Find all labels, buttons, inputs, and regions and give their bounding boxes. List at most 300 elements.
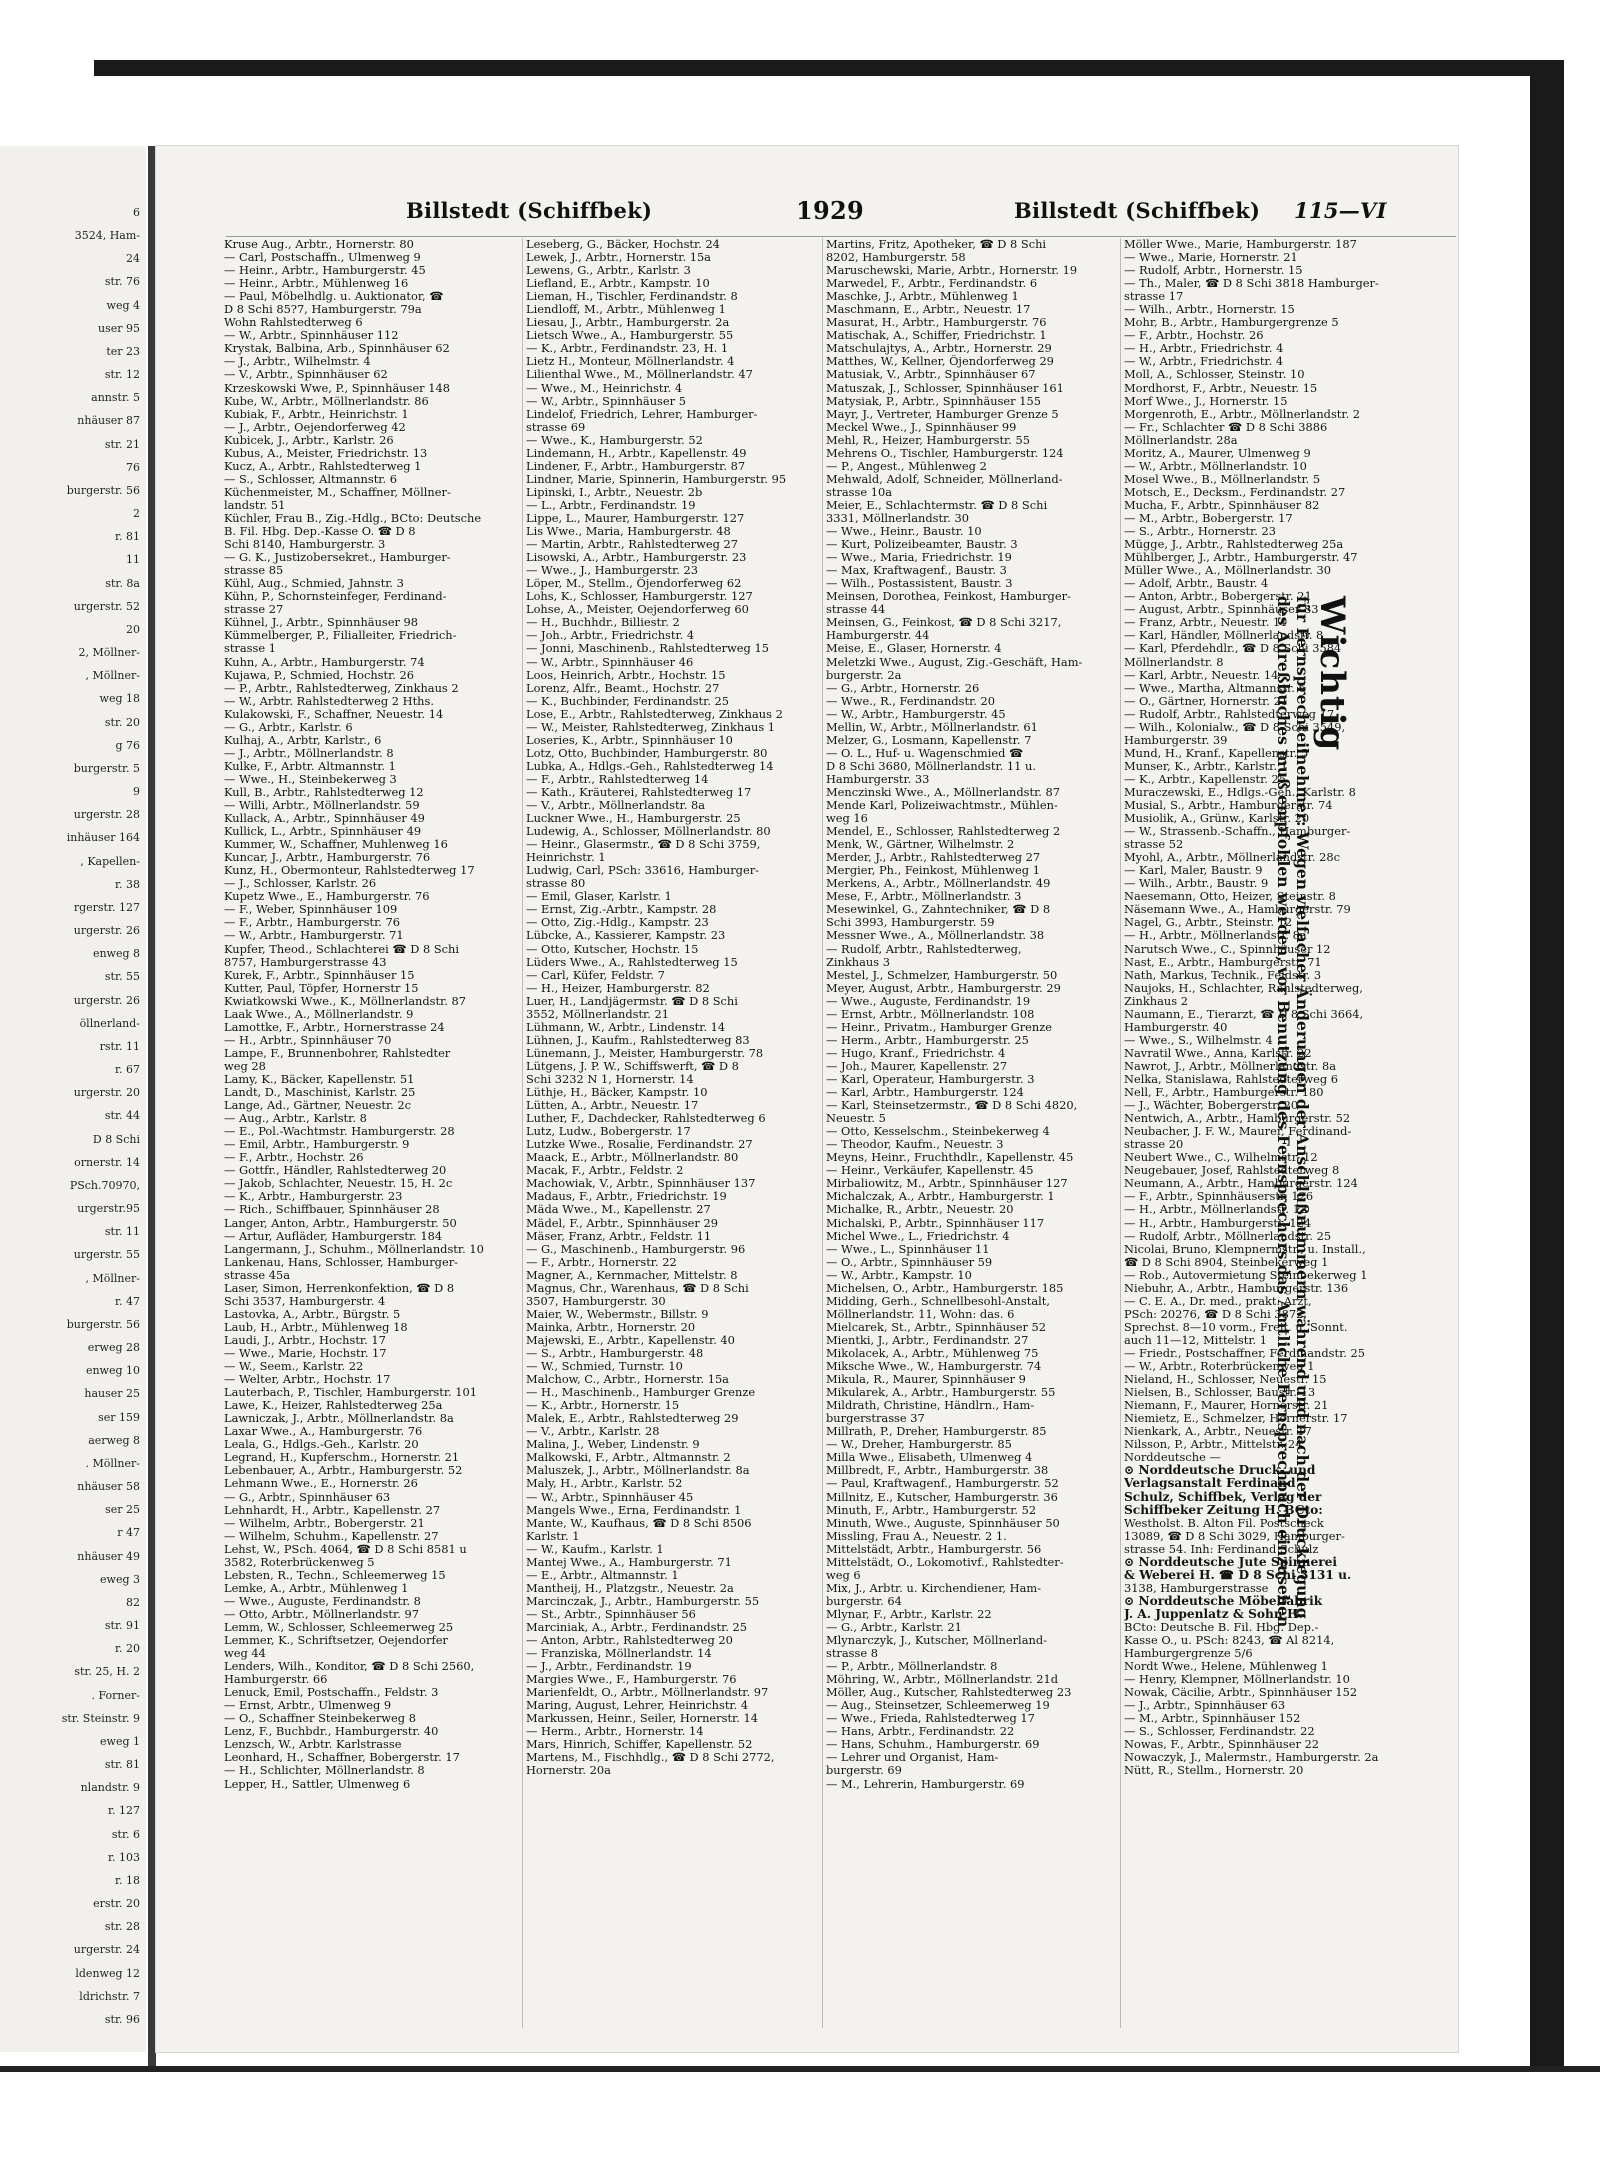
directory-entry: — Herm., Arbtr., Hamburgerstr. 25 [826,1033,1029,1047]
directory-entry: — W., Arbtr., Kampstr. 10 [826,1268,972,1282]
directory-entry: Lenders, Wilh., Konditor, ☎ D 8 Schi 2560, [224,1660,475,1674]
directory-column-1 [224,238,524,1791]
directory-entry: — Wilh., Arbtr., Hornerstr. 15 [1124,303,1295,317]
directory-entry: Narutsch Wwe., C., Spinnhäuser 12 [1124,942,1331,956]
previous-page-text: ter 23 [106,344,140,358]
directory-entry: weg 16 [826,812,868,826]
header-district-right: Billstedt (Schiffbek) [1014,198,1261,223]
directory-entry: Lamottke, F., Arbtr., Hornerstrasse 24 [224,1020,445,1034]
previous-page-text: ornerstr. 14 [74,1155,140,1169]
directory-entry: Lewek, J., Arbtr., Hornerstr. 15a [526,251,711,265]
directory-entry: — E., Pol.-Wachtmstr. Hamburgerstr. 28 [224,1125,455,1139]
directory-entry: — Wwe., Frieda, Rahlstedterweg 17 [826,1712,1035,1726]
directory-entry: Michelsen, O., Arbtr., Hamburgerstr. 185 [826,1281,1064,1295]
directory-entry: Matischak, A., Schiffer, Friedrichstr. 1 [826,329,1047,343]
previous-page-text: 24 [126,252,140,266]
previous-page-text: 3524, Ham- [74,229,140,243]
directory-entry: — Joh., Arbtr., Friedrichstr. 4 [526,629,695,643]
directory-entry: — Ernst, Arbtr., Ulmenweg 9 [224,1699,392,1713]
directory-entry: ⊙ Norddeutsche Druck- und [1124,1464,1316,1478]
directory-entry: 13089, ☎ D 8 Schi 3029, Hamburger- [1124,1529,1345,1543]
previous-page-text: urgerstr.95 [77,1202,140,1216]
directory-entry: strasse 54. Inh: Ferdinand Schulz [1124,1542,1319,1556]
directory-entry: Lohse, A., Meister, Oejendorferweg 60 [526,603,749,617]
previous-page-text: str. 21 [104,437,140,451]
directory-entry: 3552, Möllnerlandstr. 21 [526,1007,669,1021]
previous-page-text: burgerstr. 56 [66,483,140,497]
directory-entry: — Rudolf, Arbtr., Hornerstr. 15 [1124,264,1303,278]
directory-entry: ⊙ Norddeutsche Möbelfabrik [1124,1594,1323,1608]
directory-entry: Nath, Markus, Technik., Feldstr. 3 [1124,968,1322,982]
directory-entry: Niemann, F., Maurer, Hornerstr. 21 [1124,1399,1329,1413]
directory-entry: — Paul, Möbelhdlg. u. Auktionator, ☎ [224,290,444,304]
directory-entry: burgerstr. 64 [826,1594,902,1608]
directory-entry: — W., Arbtr., Spinnhäuser 46 [526,655,694,669]
directory-entry: Lietz H., Monteur, Möllnerlandstr. 4 [526,355,735,369]
directory-entry: — G., Maschinenb., Hamburgerstr. 96 [526,1242,746,1256]
previous-page-text: ldrichstr. 7 [79,1989,140,2003]
directory-entry: — Carl, Postschaffn., Ulmenweg 9 [224,251,421,265]
directory-entry: — Hugo, Kranf., Friedrichstr. 4 [826,1046,1006,1060]
directory-entry: Musiolik, A., Grünw., Karlstr. 20 [1124,812,1310,826]
directory-entry: Krzeskowski Wwe, P., Spinnhäuser 148 [224,381,450,395]
directory-entry: Möller Wwe., Marie, Hamburgerstr. 187 [1124,238,1357,251]
directory-entry: Moritz, A., Maurer, Ulmenweg 9 [1124,446,1311,460]
directory-entry: strasse 85 [224,564,284,578]
directory-entry: Maruschewski, Marie, Arbtr., Hornerstr. 19 [826,264,1078,278]
directory-entry: Majewski, E., Arbtr., Kapellenstr. 40 [526,1333,735,1347]
directory-entry: Meinsen, G., Feinkost, ☎ D 8 Schi 3217, [826,616,1062,630]
previous-page-text: 2 [133,507,140,521]
previous-page-text: r. 81 [114,530,140,544]
directory-entry: Nowak, Cäcilie, Arbtr., Spinnhäuser 152 [1124,1686,1358,1700]
directory-entry: Mehrens O., Tischler, Hamburgerstr. 124 [826,446,1064,460]
previous-page-text: str. 55 [104,970,140,984]
directory-entry: Lisowski, A., Arbtr., Hamburgerstr. 23 [526,551,747,565]
previous-page-text: urgerstr. 26 [73,993,140,1007]
directory-entry: Kuhn, A., Arbtr., Hamburgerstr. 74 [224,655,425,669]
previous-page-text: ser 159 [98,1410,140,1424]
directory-entry: Millnitz, E., Kutscher, Hamburgerstr. 36 [826,1490,1058,1504]
directory-entry: Minuth, Wwe., Auguste, Spinnhäuser 50 [826,1516,1060,1530]
previous-page-text: weg 4 [106,298,140,312]
directory-entry: Myohl, A., Arbtr., Möllnerlandstr. 28c [1124,851,1340,865]
directory-entry: — Kath., Kräuterei, Rahlstedterweg 17 [526,785,752,799]
directory-entry: strasse 52 [1124,838,1184,852]
directory-entry: Mittelstädt, Arbtr., Hamburgerstr. 56 [826,1542,1042,1556]
directory-entry: Laser, Simon, Herrenkonfektion, ☎ D 8 [224,1281,455,1295]
directory-entry: — Wwe., Auguste, Ferdinandstr. 19 [826,994,1031,1008]
side-notice-banner [1260,596,1352,2156]
directory-entry: 3582, Roterbrückenweg 5 [224,1555,375,1569]
directory-entry: Lipinski, I., Arbtr., Neuestr. 2b [526,485,703,499]
directory-entry: Kujawa, P., Schmied, Hochstr. 26 [224,668,415,682]
directory-entry: Lünemann, J., Meister, Hamburgerstr. 78 [526,1046,764,1060]
directory-entry: Millbredt, F., Arbtr., Hamburgerstr. 38 [826,1464,1049,1478]
directory-entry: Machowiak, V., Arbtr., Spinnhäuser 137 [526,1177,756,1191]
directory-entry: Kuncar, J., Arbtr., Hamburgerstr. 76 [224,851,431,865]
directory-entry: Midding, Gerh., Schnellbesohl-Anstalt, [826,1294,1050,1308]
directory-entry: Mangels Wwe., Erna, Ferdinandstr. 1 [526,1503,742,1517]
directory-entry: Kurek, F., Arbtr., Spinnhäuser 15 [224,968,415,982]
directory-entry: Schulz, Schiffbek, Verlag der [1124,1490,1322,1504]
directory-entry: Lehmann Wwe., E., Hornerstr. 26 [224,1477,418,1491]
directory-entry: Legrand, H., Kupferschm., Hornerstr. 21 [224,1451,460,1465]
directory-entry: Maschmann, E., Arbtr., Neuestr. 17 [826,303,1031,317]
directory-entry: Mielcarek, St., Arbtr., Spinnhäuser 52 [826,1320,1047,1334]
directory-entry: — Emil, Arbtr., Hamburgerstr. 9 [224,1138,410,1152]
directory-entry: Lippe, L., Maurer, Hamburgerstr. 127 [526,511,745,525]
directory-page [156,146,1458,2052]
directory-entry: Marienfeldt, O., Arbtr., Möllnerlandstr. 97 [526,1686,769,1700]
directory-entry: — F., Arbtr., Hornerstr. 22 [526,1255,677,1269]
directory-entry: — Wilhelm, Schuhm., Kapellenstr. 27 [224,1529,439,1543]
directory-entry: — Karl, Arbtr., Hamburgerstr. 124 [826,1086,1024,1100]
directory-entry: Mädel, F., Arbtr., Spinnhäuser 29 [526,1216,718,1230]
directory-entry: Loseries, K., Arbtr., Spinnhäuser 10 [526,733,733,747]
directory-entry: Langer, Anton, Arbtr., Hamburgerstr. 50 [224,1216,457,1230]
directory-entry: Meise, E., Glaser, Hornerstr. 4 [826,642,1002,656]
directory-entry: — Joh., Maurer, Kapellenstr. 27 [826,1059,1008,1073]
previous-page-text: hauser 25 [84,1387,140,1401]
previous-page-text: 82 [126,1595,140,1609]
directory-entry: Kucz, A., Arbtr., Rahlstedterweg 1 [224,459,422,473]
directory-entry: — Adolf, Arbtr., Baustr. 4 [1124,577,1269,591]
directory-entry: Morf Wwe., J., Hornerstr. 15 [1124,394,1288,408]
directory-entry: Nieland, H., Schlosser, Neuestr. 15 [1124,1373,1327,1387]
directory-entry: Nawrot, J., Arbtr., Möllnerlandstr. 8a [1124,1059,1337,1073]
directory-entry: Zinkhaus 3 [826,955,890,969]
directory-entry: — V., Arbtr., Spinnhäuser 62 [224,368,388,382]
previous-page-text: str. 25, H. 2 [74,1665,140,1679]
scanner-edge-bottom [0,2066,1600,2072]
directory-entry: Magner, A., Kernmacher, Mittelstr. 8 [526,1268,738,1282]
directory-entry: — V., Arbtr., Möllnerlandstr. 8a [526,799,705,813]
directory-entry: — Jonni, Maschinenb., Rahlstedterweg 15 [526,642,769,656]
directory-entry: Möhring, W., Arbtr., Möllnerlandstr. 21d [826,1673,1059,1687]
directory-entry: — Karl, Steinsetzermstr., ☎ D 8 Schi 4820, [826,1099,1078,1113]
directory-entry: — Wwe., Heinr., Baustr. 10 [826,525,982,539]
previous-page-text: nhäuser 87 [77,414,140,428]
directory-entry: Messner Wwe., A., Möllnerlandstr. 38 [826,929,1045,943]
directory-entry: Schi 3232 N 1, Hornerstr. 14 [526,1073,694,1086]
directory-entry: — M., Arbtr., Spinnhäuser 152 [1124,1712,1301,1726]
directory-entry: Merder, J., Arbtr., Rahlstedterweg 27 [826,851,1041,865]
directory-entry: Mars, Hinrich, Schiffer, Kapellenstr. 52 [526,1738,753,1752]
directory-entry: Neumann, A., Arbtr., Hamburgerstr. 124 [1124,1177,1358,1191]
directory-entry: — Wwe., M., Heinrichstr. 4 [526,381,683,395]
directory-entry: — Anton, Arbtr., Rahlstedterweg 20 [526,1634,733,1648]
directory-entry: — Anton, Arbtr., Bobergerstr. 21 [1124,590,1312,604]
directory-entry: strasse 27 [224,603,284,617]
directory-entry: Schiffbeker Zeitung H. BCto: [1124,1503,1323,1517]
directory-entry: Kühl, Aug., Schmied, Jahnstr. 3 [224,577,404,591]
directory-entry: Lütgens, J. P. W., Schiffswerft, ☎ D 8 [526,1059,739,1073]
previous-page-text: r. 103 [107,1850,140,1864]
directory-entry: — Otto, Kesselschm., Steinbekerweg 4 [826,1125,1050,1139]
directory-entry: Nielsen, B., Schlosser, Baustr. 13 [1124,1386,1316,1400]
directory-entry: — Wwe., Marie, Hornerstr. 21 [1124,251,1298,265]
directory-entry: Kulakowski, F., Schaffner, Neuestr. 14 [224,707,444,721]
directory-entry: — Max, Kraftwagenf., Baustr. 3 [826,564,1007,578]
previous-page-text: str. 20 [104,715,140,729]
directory-entry: Mund, H., Kranf., Kapellenstr. 5 [1124,746,1309,760]
directory-entry: Kube, W., Arbtr., Möllnerlandstr. 86 [224,394,429,408]
directory-entry: — Wwe., S., Wilhelmstr. 4 [1124,1033,1273,1047]
directory-entry: Nentwich, A., Arbtr., Hamburgerstr. 52 [1124,1112,1351,1126]
previous-page-text: rstr. 11 [99,1039,140,1053]
directory-entry: Liefland, E., Arbtr., Kampstr. 10 [526,277,710,291]
page-header [156,198,1458,226]
directory-entry: Niebuhr, A., Arbtr., Hamburgerstr. 136 [1124,1281,1349,1295]
directory-entry: — K., Buchbinder, Ferdinandstr. 25 [526,694,730,708]
previous-page-text: 2, Möllner- [78,646,140,660]
directory-entry: Kunz, H., Obermonteur, Rahlstedterweg 17 [224,864,475,878]
previous-page-text: D 8 Schi [92,1132,140,1146]
directory-entry: Laudi, J., Arbtr., Hochstr. 17 [224,1333,386,1347]
directory-entry: Mendel, E., Schlosser, Rahlstedterweg 2 [826,825,1061,839]
directory-entry: Norddeutsche — [1124,1451,1221,1465]
previous-page-text: r. 47 [114,1294,140,1308]
directory-entry: Merkens, A., Arbtr., Möllnerlandstr. 49 [826,877,1051,891]
directory-entry: Leala, G., Hdlgs.-Geh., Karlstr. 20 [224,1438,419,1452]
directory-entry: — Otto, Kutscher, Hochstr. 15 [526,942,699,956]
directory-entry: Milla Wwe., Elisabeth, Ulmenweg 4 [826,1451,1033,1465]
previous-page-text: enweg 8 [92,947,140,961]
directory-entry: Möllnerlandstr. 11, Wohn: das. 6 [826,1307,1015,1321]
directory-entry: — W., Arbtr., Hamburgerstr. 45 [826,707,1006,721]
directory-entry: Marciniak, A., Arbtr., Ferdinandstr. 25 [526,1620,748,1634]
directory-entry: Lühmann, W., Arbtr., Lindenstr. 14 [526,1020,726,1034]
directory-entry: — J., Arbtr., Oejendorferweg 42 [224,420,406,434]
directory-entry: — S., Arbtr., Hornerstr. 23 [1124,525,1276,539]
directory-entry: — J., Arbtr., Spinnhäuser 63 [1124,1699,1286,1713]
directory-entry: — Emil, Glaser, Karlstr. 1 [526,890,672,904]
scanner-edge-right [1530,60,1564,2070]
previous-page-text: urgerstr. 24 [73,1943,140,1957]
directory-entry: Mesewinkel, G., Zahntechniker, ☎ D 8 [826,903,1051,917]
previous-page-text: erstr. 20 [93,1897,140,1910]
directory-entry: Hamburgerstr. 44 [826,629,930,643]
directory-entry: Küchenmeister, M., Schaffner, Möllner- [224,485,451,499]
directory-entry: — Aug., Arbtr., Karlstr. 8 [224,1112,367,1126]
directory-entry: weg 28 [224,1059,266,1073]
directory-entry: Loos, Heinrich, Arbtr., Hochstr. 15 [526,668,726,682]
previous-page-text: 20 [126,622,140,636]
directory-entry: Meinsen, Dorothea, Feinkost, Hamburger- [826,590,1071,604]
directory-entry: — Karl, Operateur, Hamburgerstr. 3 [826,1073,1035,1086]
directory-entry: — Lehrer und Organist, Ham- [826,1751,999,1765]
directory-entry: Macak, F., Arbtr., Feldstr. 2 [526,1164,684,1178]
previous-page-text: , Kapellen- [80,854,140,868]
directory-entry: Meletzki Wwe., August, Zig.-Geschäft, Ham- [826,655,1083,669]
directory-entry: weg 6 [826,1568,861,1582]
directory-entry: Marwedel, F., Arbtr., Ferdinandstr. 6 [826,277,1038,291]
directory-entry: — Wwe., Martha, Altmannstr. 6 [1124,681,1306,695]
directory-entry: Mestel, J., Schmelzer, Hamburgerstr. 50 [826,968,1058,982]
directory-entry: Lutz, Ludw., Bobergerstr. 17 [526,1125,691,1139]
directory-entry: strasse 20 [1124,1138,1184,1152]
directory-entry: auch 11—12, Mittelstr. 1 [1124,1333,1268,1347]
directory-entry: Schi 8140, Hamburgerstr. 3 [224,538,386,552]
directory-entry: — W., Arbtr., Spinnhäuser 112 [224,329,399,343]
directory-entry: Kwiatkowski Wwe., K., Möllnerlandstr. 87 [224,994,466,1008]
previous-page-text: str. 6 [111,1827,140,1841]
directory-entry: Lauterbach, P., Tischler, Hamburgerstr. 101 [224,1386,478,1400]
directory-entry: — W., Meister, Rahlstedterweg, Zinkhaus 1 [526,720,776,734]
directory-entry: — F., Arbtr., Hochstr. 26 [224,1151,364,1165]
directory-entry: Neubert Wwe., C., Wilhelmstr. 12 [1124,1151,1318,1165]
directory-entry: Mellin, W., Arbtr., Möllnerlandstr. 61 [826,720,1038,734]
directory-entry: Mittelstädt, O., Lokomotivf., Rahlstedter- [826,1555,1064,1569]
previous-page-text: r. 127 [107,1804,140,1818]
directory-entry: Matuszak, J., Schlosser, Spinnhäuser 161 [826,381,1064,395]
previous-page-text: str. 96 [104,2012,140,2026]
directory-entry: — H., Buchhdr., Billiestr. 2 [526,616,680,630]
directory-entry: Lübcke, A., Kassierer, Kampstr. 23 [526,929,726,943]
directory-entry: — August, Arbtr., Spinnhäuser 83 [1124,603,1319,617]
directory-entry: Naujoks, H., Schlachter, Rahlstedterweg, [1124,981,1363,995]
directory-entry: — Otto, Arbtr., Möllnerlandstr. 97 [224,1607,419,1621]
directory-entry: Kupfer, Theod., Schlachterei ☎ D 8 Schi [224,942,459,956]
directory-entry: Küchler, Frau B., Zig.-Hdlg., BCto: Deutsche [224,511,482,525]
directory-entry: Lawe, K., Heizer, Rahlstedterweg 25a [224,1399,443,1413]
directory-entry: Mlynarczyk, J., Kutscher, Möllnerland- [826,1634,1047,1648]
directory-entry: — S., Arbtr., Hamburgerstr. 48 [526,1346,704,1360]
directory-entry: Madaus, F., Arbtr., Friedrichstr. 19 [526,1190,727,1204]
previous-page-text: öllnerland- [79,1016,140,1030]
directory-entry: Nowaczyk, J., Malermstr., Hamburgerstr. 2a [1124,1751,1379,1765]
directory-entry: — J., Arbtr., Ferdinandstr. 19 [526,1660,692,1674]
directory-entry: — E., Arbtr., Altmannstr. 1 [526,1568,679,1582]
directory-entry: — H., Arbtr., Friedrichstr. 4 [1124,342,1284,356]
directory-entry: Masurat, H., Arbtr., Hamburgerstr. 76 [826,316,1047,330]
directory-entry: — P., Angest., Mühlenweg 2 [826,459,987,473]
directory-entry: — W., Schmied, Turnstr. 10 [526,1360,683,1374]
previous-page-text: g 76 [115,738,140,752]
directory-entry: Löper, M., Stellm., Öjendorferweg 62 [526,577,742,591]
directory-entry: Lüthje, H., Bäcker, Kampstr. 10 [526,1086,708,1100]
previous-page-text: PSch.70970, [69,1178,140,1192]
directory-entry: Lietsch Wwe., A., Hamburgerstr. 55 [526,329,734,343]
directory-entry: — Kurt, Polizeibeamter, Baustr. 3 [826,538,1018,552]
directory-entry: — O. L., Huf- u. Wagenschmied ☎ [826,746,1024,760]
previous-page-text: str. 76 [104,275,140,289]
directory-entry: Schi 3993, Hamburgerstr. 59 [826,916,995,930]
directory-entry: Mainka, Arbtr., Hornerstr. 20 [526,1320,696,1334]
directory-entry: Mantej Wwe., A., Hamburgerstr. 71 [526,1555,732,1569]
directory-entry: — W., Arbtr., Spinnhäuser 45 [526,1490,694,1504]
directory-entry: — W., Arbtr., Hamburgerstr. 71 [224,929,404,943]
directory-entry: Lepper, H., Sattler, Ulmenweg 6 [224,1777,411,1791]
directory-entry: Kubicek, J., Arbtr., Karlstr. 26 [224,433,394,447]
directory-entry: Maier, W., Webermstr., Billstr. 9 [526,1307,709,1321]
directory-entry: Matusiak, V., Arbtr., Spinnhäuser 67 [826,368,1036,382]
directory-entry: Lemmer, K., Schriftsetzer, Oejendorfer [224,1634,448,1648]
directory-entry: Hamburgerstr. 33 [826,772,930,786]
directory-entry: — K., Arbtr., Ferdinandstr. 23, H. 1 [526,342,729,356]
directory-entry: Mix, J., Arbtr. u. Kirchendiener, Ham- [826,1581,1042,1595]
directory-entry: Mikularek, A., Arbtr., Hamburgerstr. 55 [826,1386,1056,1400]
directory-entry: Mientki, J., Arbtr., Ferdinandstr. 27 [826,1333,1029,1347]
directory-entry: Naesemann, Otto, Heizer, Steinstr. 8 [1124,890,1336,904]
directory-entry: Laxar Wwe., A., Hamburgerstr. 76 [224,1425,423,1439]
directory-entry: — Heinr., Verkäufer, Kapellenstr. 45 [826,1164,1034,1178]
directory-entry: Musial, S., Arbtr., Hamburgerstr. 74 [1124,799,1333,813]
directory-entry: — Hans, Schuhm., Hamburgerstr. 69 [826,1738,1040,1752]
directory-entry: — Paul, Kraftwagenf., Hamburgerstr. 52 [826,1477,1059,1491]
directory-entry: Mirbaliowitz, M., Arbtr., Spinnhäuser 127 [826,1177,1068,1191]
directory-entry: — H., Schlichter, Möllnerlandstr. 8 [224,1764,425,1778]
directory-entry: Mantheij, H., Platzgstr., Neuestr. 2a [526,1581,734,1595]
directory-entry: — Wwe., R., Ferdinandstr. 20 [826,694,996,708]
directory-entry: — Jakob, Schlachter, Neuestr. 15, H. 2c [224,1177,453,1191]
directory-entry: — O., Schaffner Steinbekerweg 8 [224,1712,416,1726]
previous-page-text: aerweg 8 [88,1433,140,1447]
directory-entry: — H., Arbtr., Möllnerlandstr. 12 [1124,1203,1308,1217]
directory-entry: — F., Arbtr., Spinnhäuserstr. 126 [1124,1190,1314,1204]
directory-entry: Leseberg, G., Bäcker, Hochstr. 24 [526,238,720,251]
directory-entry: Moll, A., Schlosser, Steinstr. 10 [1124,368,1305,382]
page-gutter [148,146,156,2066]
directory-column-2 [526,238,826,1778]
previous-page-text: weg 18 [99,692,140,706]
directory-entry: Lemke, A., Arbtr., Mühlenweg 1 [224,1581,409,1595]
directory-column-3 [826,238,1126,1791]
directory-entry: — W., Dreher, Hamburgerstr. 85 [826,1438,1012,1452]
directory-entry: Neubacher, J. F. W., Maurer, Ferdinand- [1124,1125,1352,1139]
scanner-edge-top [94,60,1564,76]
directory-entry: J. A. Juppenlatz & Sohn H. [1124,1607,1303,1621]
directory-entry: Maring, August, Lehrer, Heinrichstr. 4 [526,1699,749,1713]
directory-entry: — O., Arbtr., Spinnhäuser 59 [826,1255,993,1269]
directory-entry: Lubka, A., Hdlgs.-Geh., Rahlstedterweg 14 [526,759,774,773]
directory-entry: — Ernst, Arbtr., Möllnerlandstr. 108 [826,1007,1035,1021]
directory-entry: Kühnel, J., Arbtr., Spinnhäuser 98 [224,616,419,630]
directory-entry: — Th., Maler, ☎ D 8 Schi 3818 Hamburger- [1124,277,1379,291]
directory-entry: — Martin, Arbtr., Rahlstedterweg 27 [526,538,739,552]
directory-entry: strasse 80 [526,877,586,891]
directory-entry: Lenzsch, W., Arbtr. Karlstrasse [224,1738,402,1752]
directory-entry: — Willi, Arbtr., Möllnerlandstr. 59 [224,799,420,813]
previous-page-text: str. 44 [104,1109,140,1123]
directory-entry: Lebenbauer, A., Arbtr., Hamburgerstr. 52 [224,1464,463,1478]
previous-page-text: erweg 28 [87,1341,140,1355]
side-notice-line-1: für Fernsprechteilnehmer: Wegen vielfacher Änderungen der Anschlußnummern während und nach der Drucklegung [1293,596,1312,1619]
directory-entry: — Wwe., K., Hamburgerstr. 52 [526,433,703,447]
side-notice-title: Wichtig [1312,596,1352,752]
directory-entry: Mese, F., Arbtr., Möllnerlandstr. 3 [826,890,1022,904]
directory-entry: Westholst. B. Alton Fil. Postscheck [1124,1516,1324,1530]
previous-page-text: str. 12 [104,368,140,382]
directory-entry: Lotz, Otto, Buchbinder, Hamburgerstr. 80 [526,746,768,760]
previous-page-text: nhäuser 49 [77,1549,140,1563]
previous-page-text: inhäuser 164 [66,831,140,845]
directory-entry: Malchow, C., Arbtr., Hornerstr. 15a [526,1373,729,1387]
directory-entry: Malkowski, F., Arbtr., Altmannstr. 2 [526,1451,731,1465]
directory-entry: — Otto, Zig.-Hdlg., Kampstr. 23 [526,916,709,930]
directory-entry: — Rich., Schiffbauer, Spinnhäuser 28 [224,1203,440,1217]
directory-entry: Hamburgerstr. 39 [1124,733,1228,747]
directory-entry: Laub, H., Arbtr., Mühlenweg 18 [224,1320,408,1334]
directory-entry: — Aug., Steinsetzer, Schleemerweg 19 [826,1699,1050,1713]
directory-entry: B. Fil. Hbg. Dep.-Kasse O. ☎ D 8 [224,525,416,539]
directory-entry: — G., Arbtr., Karlstr. 6 [224,720,353,734]
directory-entry: Schi 3537, Hamburgerstr. 4 [224,1294,386,1308]
directory-entry: Zinkhaus 2 [1124,994,1188,1008]
directory-entry: Lühnen, J., Kaufm., Rahlstedterweg 83 [526,1033,750,1047]
directory-entry: Müller Wwe., A., Möllnerlandstr. 30 [1124,564,1331,578]
